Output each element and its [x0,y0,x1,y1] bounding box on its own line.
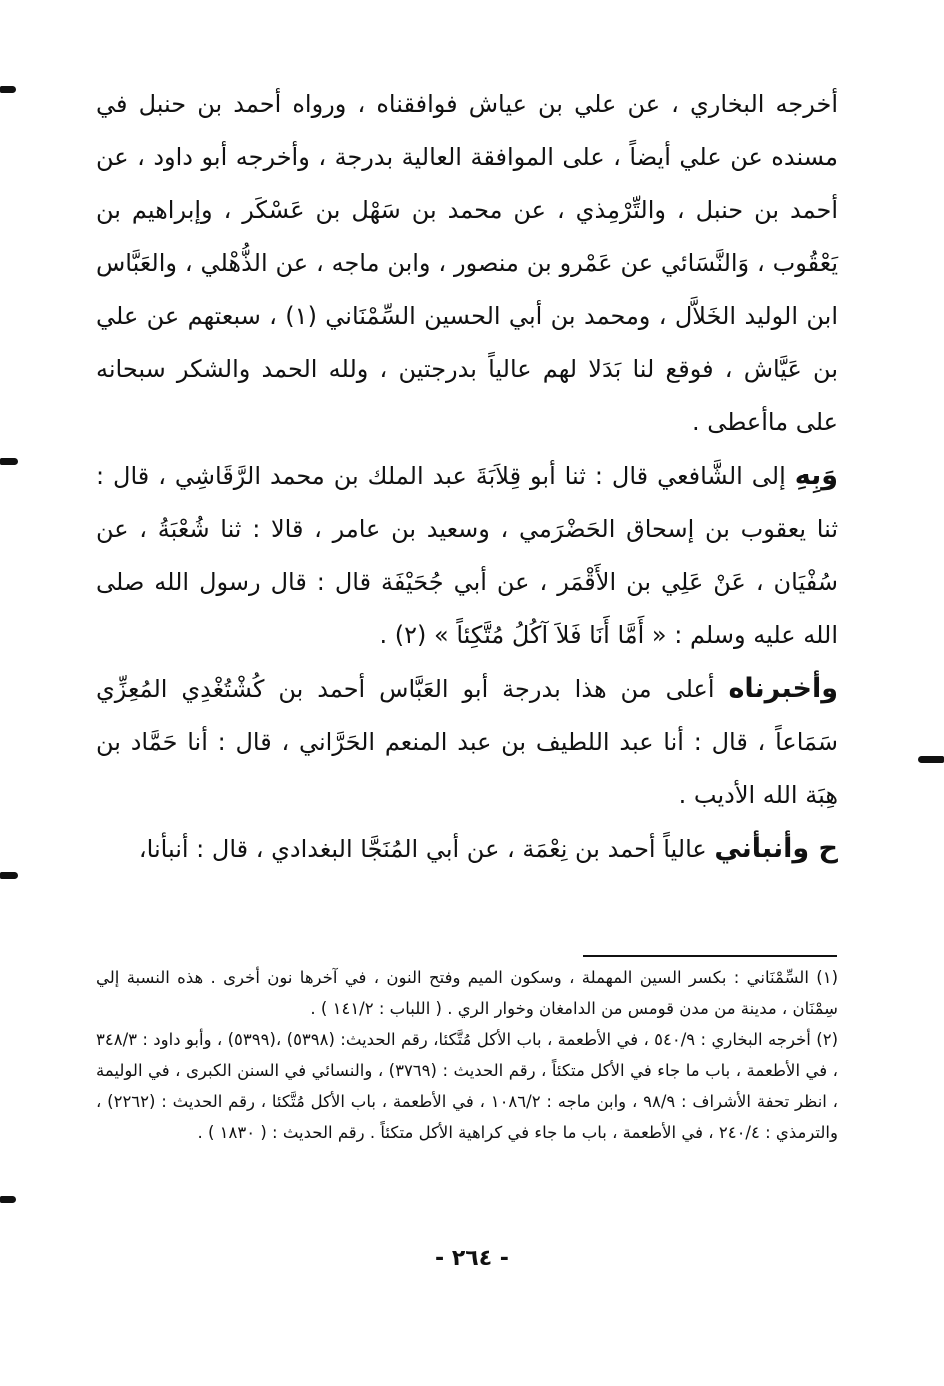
footnote-1: (١) السِّمْنَاني : بكسر السين المهملة ، وسكون الميم وفتح النون ، في آخرها نون أخرى . هذه النسبة إلي سِمْنَان ، مدينة من مدن قومس من الدامغان وخوار الري . ( اللباب : ١٤١/٢ ) . [96,968,838,1018]
scan-edge-mark [0,86,16,93]
paragraph-3-text: أعلى من هذا بدرجة أبو العَبَّاس أحمد بن كُشْتُغْدِي المُعِزِّي سَمَاعاً ، قال : أنا عبد اللطيف بن عبد المنعم الحَرَّاني ، قال : أنا حَمَّاد بن هِبَة الله الأديب . [96,675,838,809]
paragraph-4 [96,822,838,876]
paragraph-3-lead: وأخبرناه [728,673,838,704]
paragraph-2 [96,449,838,662]
paragraph-2-lead: وَبِهِ [794,460,838,491]
page-number: - ٢٦٤ - [435,1246,509,1271]
scan-edge-mark [918,756,944,763]
scan-edge-mark [0,458,18,465]
paragraph-3 [96,662,838,822]
footnote-separator [583,955,837,957]
scan-edge-mark [0,872,18,879]
paragraph-4-text: عالياً أحمد بن نِعْمَة ، عن أبي المُنَجَّا البغدادي ، قال : أنبأنا، [138,835,715,863]
paragraph-1: أخرجه البخاري ، عن علي بن عياش فوافقناه ، ورواه أحمد بن حنبل في مسنده عن علي أيضاً ، على الموافقة العالية بدرجة ، وأخرجه أبو داود ، عن أحمد بن حنبل ، والتِّرْمِذي ، عن محمد بن سَهْل بن عَسْكَر ، وإبراهيم بن يَعْقُوب ، وَالنَّسَائي عن عَمْرو بن منصور ، وابن ماجه ، عن الذُّهْلي ، والعَبَّاس ابن الوليد الخَلاَّل ، ومحمد بن أبي الحسين السِّمْنَاني (١) ، سبعتهم عن علي بن عَيَّاش ، فوقع لنا بَدَلا لهم عالياً بدرجتين ، ولله الحمد والشكر سبحانه على ماأعطى . [96,90,838,436]
paragraph-2-text: إلى الشَّافعي قال : ثنا أبو قِلاَبَةَ عبد الملك بن محمد الرَّقَاشِي ، قال : ثنا يعقوب بن إسحاق الحَضْرَمي ، وسعيد بن عامر ، قالا : ثنا شُعْبَةُ ، عن سُفْيَان ، عَنْ عَلِي بن الأَقْمَر ، عن أبي جُحَيْفَة قال : قال رسول الله صلى الله عليه وسلم : « أَمَّا أَنَا فَلاَ آكُلُ مُتَّكِئاً » (٢) . [96,462,838,649]
footnotes [96,962,838,1148]
paragraph-4-lead: ح وأنبأني [714,833,838,864]
scan-edge-mark [0,1196,16,1203]
footnote-2: (٢) أخرجه البخاري : ٥٤٠/٩ ، في الأطعمة ، باب الأكل مُتَّكئا، رقم الحديث: (٥٣٩٨) ،(٥٣٩٩) ، وأبو داود : ٣٤٨/٣ ، في الأطعمة ، باب ما جاء في الأكل متكئاً ، رقم الحديث : (٣٧٦٩) ، والنسائي في السنن الكبرى ، في الوليمة ، انظر تحفة الأشراف : ٩٨/٩ ، وابن ماجه : ١٠٨٦/٢ ، في الأطعمة ، باب الأكل مُتَّكئا ، رقم الحديث : (٢٢٦٢) ، والترمذي : ٢٤٠/٤ ، في الأطعمة ، باب ما جاء في كراهية الأكل متكئاً . رقم الحديث : ( ١٨٣٠ ) . [96,1030,838,1142]
main-text [96,78,838,876]
